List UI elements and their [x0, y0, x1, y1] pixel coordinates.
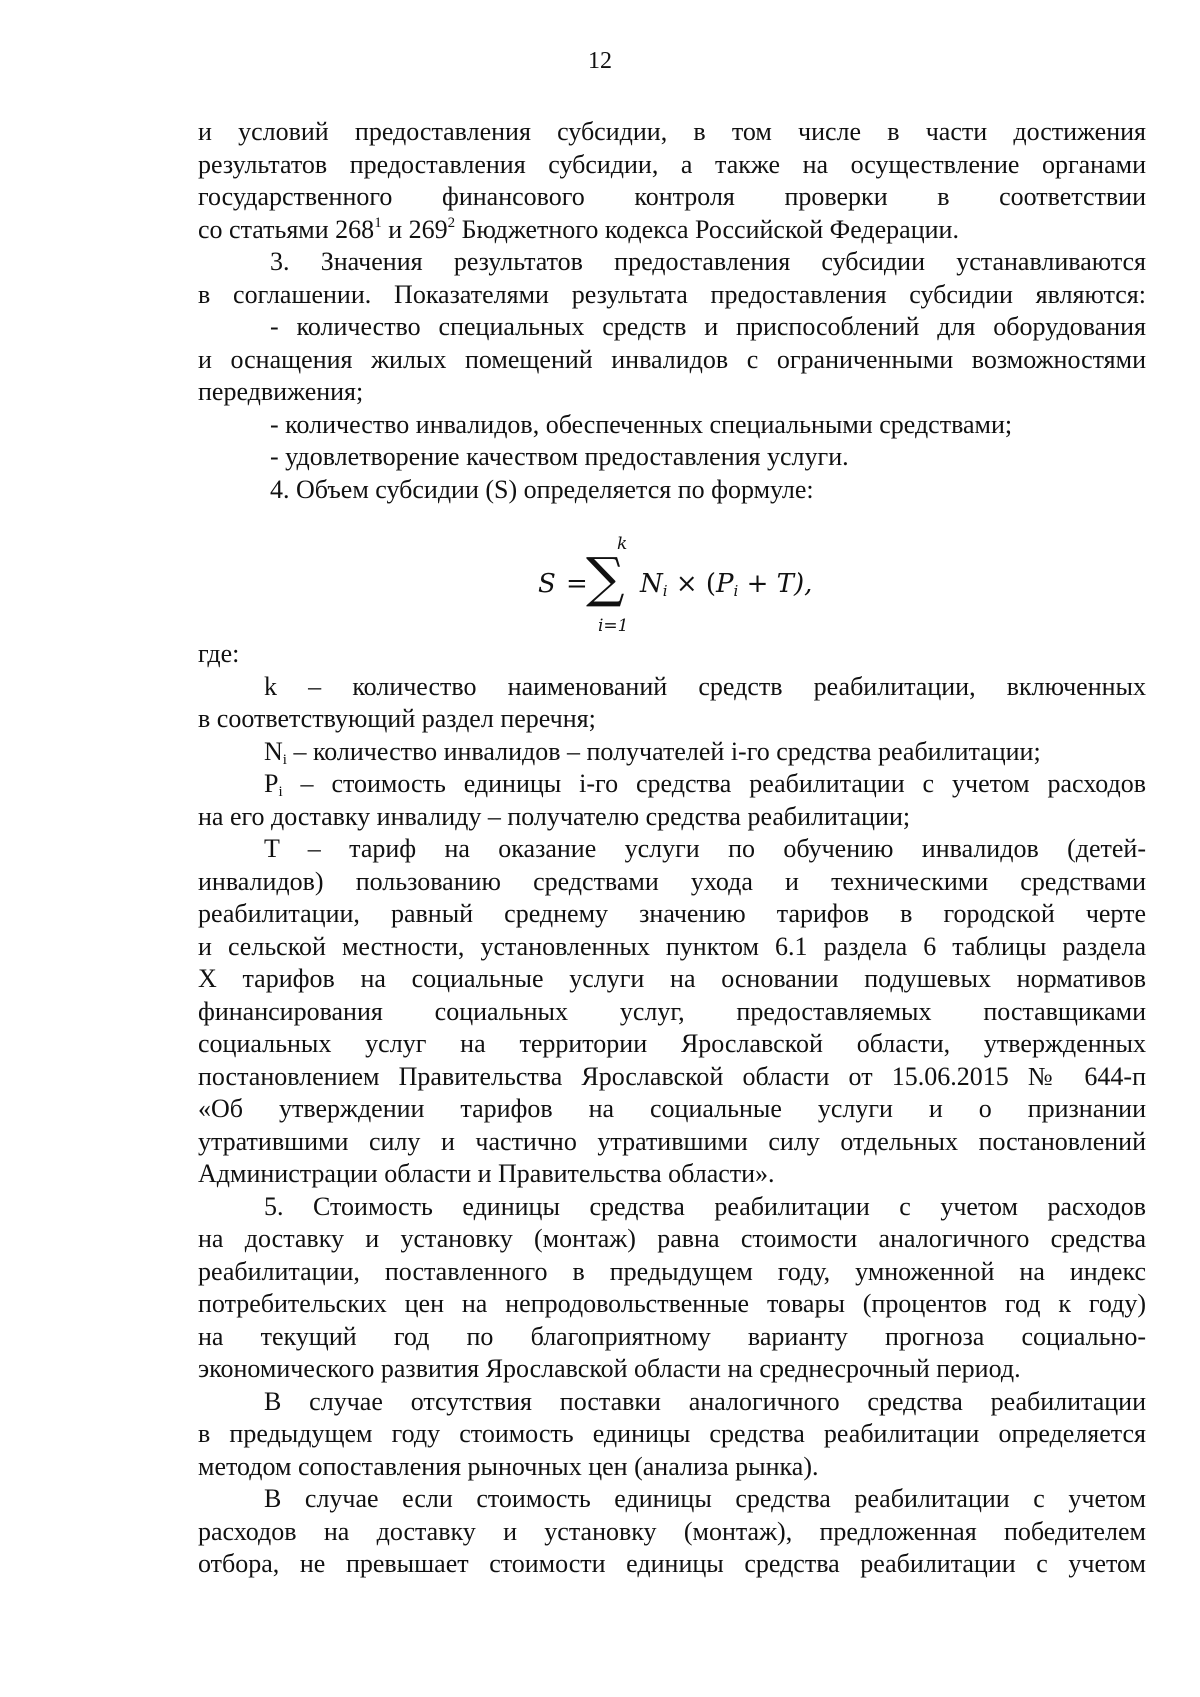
definition-line: в соответствующий раздел перечня;	[198, 704, 596, 733]
definition-line: реабилитации, равный среднему значению тарифов в городской черте	[198, 899, 1146, 928]
bullet-item: - удовлетворение качеством предоставления услуги.	[270, 442, 849, 471]
superscript: 2	[447, 214, 456, 231]
text-fragment: со статьями 268	[198, 214, 375, 244]
paragraph-line: расходов на доставку и установку (монтаж), предложенная победителем	[198, 1516, 1146, 1546]
formula-n: N	[640, 569, 663, 599]
definition-line: «Об утверждении тарифов на социальные услуги и о признании	[198, 1094, 1146, 1123]
text-fragment: P	[264, 769, 279, 798]
formula-body	[640, 568, 812, 601]
formula-tail: + T),	[738, 569, 813, 599]
sum-symbol: ∑	[586, 546, 625, 609]
text-fragment: N	[264, 736, 283, 766]
formula-equals: =	[566, 569, 588, 599]
paragraph-line: методом сопоставления рыночных цен (анализа рынка).	[198, 1451, 819, 1481]
text-line: и условий предоставления субсидии, в том числе в части достижения	[198, 117, 1146, 146]
text-fragment: и 269	[381, 214, 448, 244]
definition-line: Администрации области и Правительства области».	[198, 1159, 775, 1188]
definition-line: социальных услуг на территории Ярославской области, утвержденных	[198, 1029, 1146, 1058]
definition-line: финансирования социальных услуг, предоставляемых поставщиками	[198, 996, 1146, 1026]
paragraph-line: в предыдущем году стоимость единицы средства реабилитации определяется	[198, 1419, 1146, 1448]
text-line	[198, 214, 1146, 247]
paragraph-line: В случае если стоимость единицы средства реабилитации с учетом	[264, 1484, 1146, 1513]
definition-line: постановлением Правительства Ярославской области от 15.06.2015 № 644-п	[198, 1061, 1146, 1091]
definition-line: и сельской местности, установленных пунктом 6.1 раздела 6 таблицы раздела	[198, 931, 1146, 961]
definition-line: T – тариф на оказание услуги по обучению инвалидов (детей-	[264, 834, 1146, 863]
document-body	[198, 116, 1146, 1581]
where-label: где:	[198, 639, 240, 668]
formula-p: P	[716, 569, 734, 599]
bullet-item-line: и оснащения жилых помещений инвалидов с ограниченными возможностями	[198, 344, 1146, 374]
text-line: результатов предоставления субсидии, а также на осуществление органами	[198, 149, 1146, 179]
paragraph-5-line: экономического развития Ярославской области на среднесрочный период.	[198, 1354, 1021, 1383]
sum-lower-limit: i=1	[598, 616, 629, 636]
paragraph-5-line: на доставку и установку (монтаж) равна стоимости аналогичного средства	[198, 1224, 1146, 1253]
subsidy-formula	[198, 528, 1146, 636]
definition-line: утратившими силу и частично утратившими силу отдельных постановлений	[198, 1126, 1146, 1156]
definition-line: инвалидов) пользованию средствами ухода и техническими средствами	[198, 866, 1146, 896]
page-number: 12	[588, 48, 612, 74]
bullet-item-line: - количество специальных средств и приспособлений для оборудования	[270, 312, 1146, 341]
paragraph-3-line: в соглашении. Показателями результата предоставления субсидии являются:	[198, 279, 1146, 309]
paragraph-3-line: 3. Значения результатов предоставления субсидии устанавливаются	[270, 247, 1146, 276]
paragraph-5-line: на текущий год по благоприятному варианту прогноза социально-	[198, 1321, 1146, 1351]
sum-upper-limit: k	[617, 534, 628, 554]
subscript: i	[278, 784, 283, 800]
formula-lhs: S	[538, 569, 556, 599]
paragraph-line: отбора, не превышает стоимости единицы средства реабилитации с учетом	[198, 1549, 1146, 1578]
formula-n-index: i	[662, 582, 668, 600]
formula-p-index: i	[733, 582, 739, 600]
paragraph-line: В случае отсутствия поставки аналогичного средства реабилитации	[264, 1386, 1146, 1416]
paragraph-5-line: реабилитации, поставленного в предыдущем году, умноженной на индекс	[198, 1256, 1146, 1286]
text-fragment: Бюджетного кодекса Российской Федерации.	[455, 214, 959, 244]
definition-line	[198, 768, 1146, 801]
text-line: государственного финансового контроля проверки в соответствии	[198, 182, 1146, 211]
text-fragment: – количество инвалидов – получателей i-го средства реабилитации;	[286, 736, 1041, 766]
definition-line: k – количество наименований средств реабилитации, включенных	[264, 671, 1146, 701]
formula-times: × (	[667, 569, 717, 599]
definition-line	[198, 736, 1146, 769]
paragraph-5-line: 5. Стоимость единицы средства реабилитации с учетом расходов	[264, 1191, 1146, 1221]
definition-line: X тарифов на социальные услуги на основании подушевых нормативов	[198, 964, 1146, 993]
bullet-item: - количество инвалидов, обеспеченных специальными средствами;	[270, 409, 1013, 439]
paragraph-5-line: потребительских цен на непродовольственные товары (процентов год к году)	[198, 1289, 1146, 1318]
paragraph-4-line: 4. Объем субсидии (S) определяется по формуле:	[270, 474, 814, 504]
bullet-item-line: передвижения;	[198, 377, 364, 406]
definition-line: на его доставку инвалиду – получателю средства реабилитации;	[198, 801, 911, 831]
subscript: i	[282, 751, 287, 768]
text-fragment: – стоимость единицы i-го средства реабилитации с учетом расходов	[282, 769, 1146, 798]
superscript: 1	[374, 214, 382, 231]
